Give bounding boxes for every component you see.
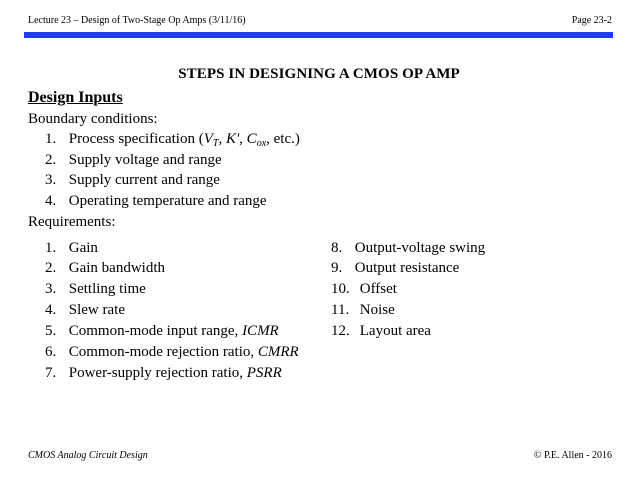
course-name: CMOS Analog Circuit Design (28, 450, 148, 461)
item-number: 9. (331, 260, 343, 276)
requirement-item-8 (331, 238, 485, 258)
item-number: 1. (45, 131, 57, 147)
item-number: 10. (331, 281, 350, 297)
requirement-item-4 (45, 300, 125, 320)
item-text: Output-voltage swing (354, 240, 486, 256)
item-text: Power-supply rejection ratio, (68, 365, 247, 381)
item-text: Common-mode input range, (68, 323, 243, 339)
item-acronym: CMRR (257, 344, 299, 360)
item-number: 4. (45, 193, 57, 209)
item-number: 3. (45, 172, 57, 188)
header-rule (24, 32, 613, 38)
item-text-tail: , etc.) (266, 131, 300, 147)
cox-symbol: $C_{ox}$ (246, 131, 267, 149)
requirement-item-1 (45, 238, 98, 258)
item-text: Process specification ( (68, 131, 204, 147)
item-number: 2. (45, 260, 57, 276)
item-number: 4. (45, 302, 57, 318)
section-heading-design-inputs: Design Inputs (28, 89, 123, 106)
boundary-item-2 (45, 150, 222, 170)
item-text: Gain bandwidth (68, 260, 165, 276)
boundary-item-4 (45, 191, 267, 211)
item-acronym: ICMR (242, 323, 279, 339)
slide-header (28, 14, 612, 28)
item-text: Output resistance (354, 260, 460, 276)
item-text: Offset (359, 281, 397, 297)
item-number: 12. (331, 323, 350, 339)
item-number: 6. (45, 344, 57, 360)
requirements-label: Requirements: (28, 214, 116, 230)
requirement-item-7 (45, 363, 282, 383)
item-number: 5. (45, 323, 57, 339)
requirement-item-12 (331, 321, 431, 341)
item-text: Noise (359, 302, 395, 318)
item-text: Supply current and range (68, 172, 220, 188)
item-number: 11. (331, 302, 350, 318)
kprime-symbol: K' (225, 131, 240, 147)
item-number: 3. (45, 281, 57, 297)
copyright: © P.E. Allen - 2016 (533, 450, 612, 461)
requirement-item-5 (45, 321, 279, 341)
vt-symbol: $V_T$ (203, 131, 219, 149)
item-text: Settling time (68, 281, 146, 297)
page-number: Page 23-2 (571, 15, 612, 26)
item-text: Operating temperature and range (68, 193, 267, 209)
boundary-item-3 (45, 170, 220, 190)
item-number: 8. (331, 240, 343, 256)
boundary-conditions-label: Boundary conditions: (28, 111, 158, 127)
item-text: Common-mode rejection ratio, (68, 344, 258, 360)
requirement-item-2 (45, 258, 165, 278)
item-text: Layout area (359, 323, 431, 339)
requirement-item-3 (45, 279, 146, 299)
separator: , (218, 131, 226, 147)
separator: , (239, 131, 247, 147)
slide-footer (28, 449, 612, 463)
requirement-item-6 (45, 342, 299, 362)
item-acronym: PSRR (246, 365, 282, 381)
slide-title: STEPS IN DESIGNING A CMOS OP AMP (178, 66, 460, 82)
item-number: 7. (45, 365, 57, 381)
item-number: 1. (45, 240, 57, 256)
requirement-item-9 (331, 258, 459, 278)
item-text: Gain (68, 240, 98, 256)
requirement-item-11 (331, 300, 395, 320)
item-number: 2. (45, 152, 57, 168)
boundary-item-1 (45, 129, 300, 149)
lecture-title: Lecture 23 – Design of Two-Stage Op Amps (3/11/16) (28, 15, 246, 26)
requirement-item-10 (331, 279, 397, 299)
item-text: Slew rate (68, 302, 125, 318)
item-text: Supply voltage and range (68, 152, 222, 168)
